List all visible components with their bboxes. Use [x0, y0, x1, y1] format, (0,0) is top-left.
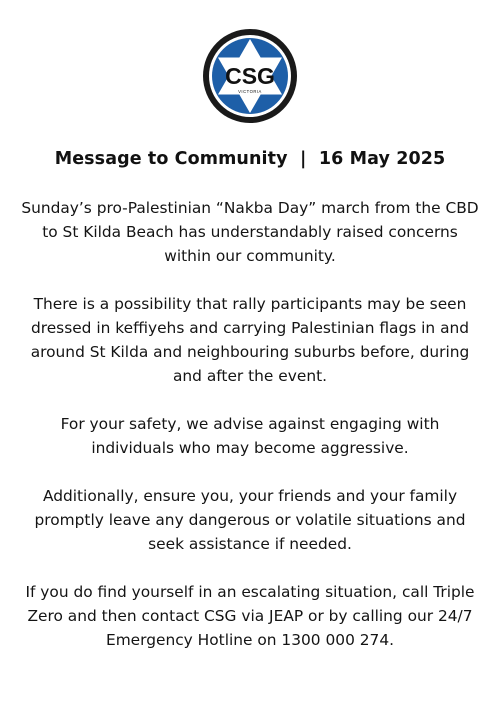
star-of-david-icon — [201, 27, 299, 125]
paragraph-participants: There is a possibility that rally participants may be seen dressed in keffiyehs and carrying Palestinian flags in and around St Kilda and neighbouring suburbs before, during and after the event. — [30, 295, 470, 385]
message-body — [18, 196, 482, 652]
paragraph-safety: For your safety, we advise against engaging with individuals who may become aggressive. — [60, 415, 440, 457]
logo-text: CSG — [225, 63, 275, 89]
paragraph-emergency: If you do find yourself in an escalating situation, call Triple Zero and then contact CSG via JEAP or by calling our 24/7 Emergency Hotline on 1300 000 274. — [25, 583, 475, 649]
paragraph-march: Sunday’s pro-Palestinian “Nakba Day” march from the CBD to St Kilda Beach has understandably raised concerns within our community. — [21, 199, 479, 265]
paragraph-leave: Additionally, ensure you, your friends and your family promptly leave any dangerous or volatile situations and seek assistance if needed. — [34, 487, 466, 553]
logo-subtext: VICTORIA — [238, 89, 262, 94]
csg-logo — [201, 27, 299, 125]
page-title: Message to Community | 16 May 2025 — [54, 149, 446, 169]
